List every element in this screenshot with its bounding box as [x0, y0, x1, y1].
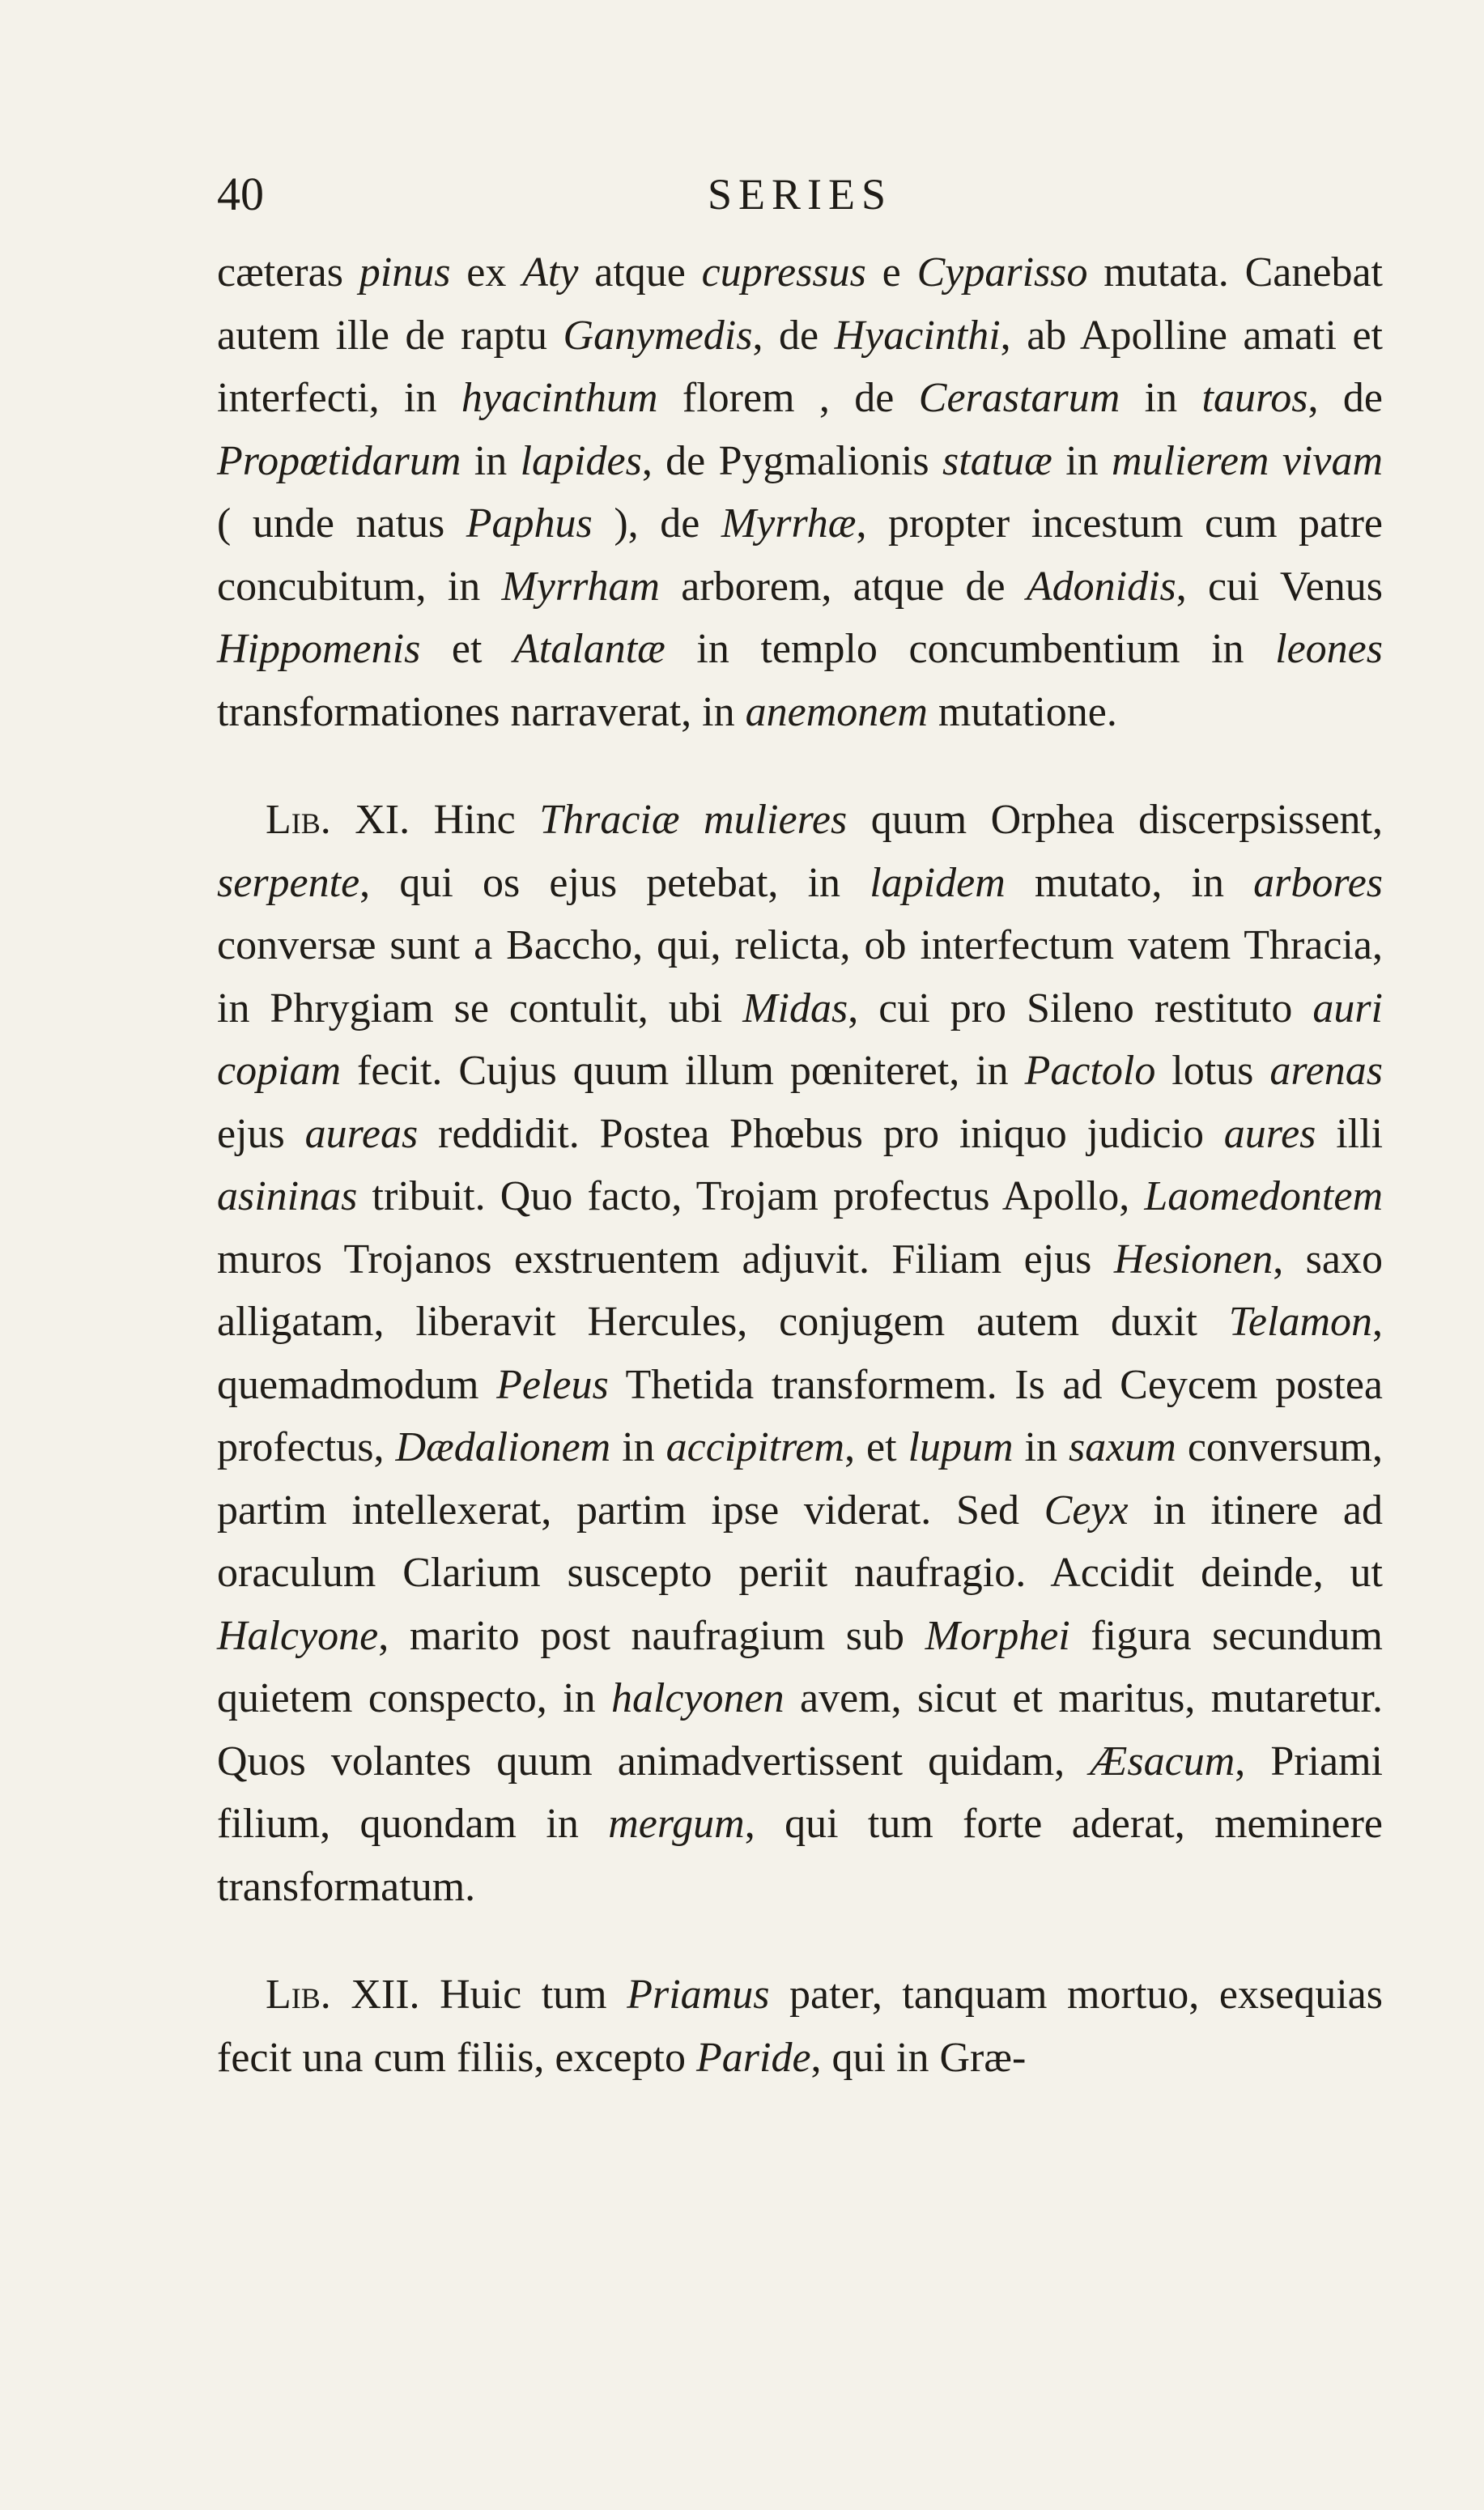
text-run: ( unde natus	[217, 500, 466, 547]
italic-term: statuæ	[942, 437, 1052, 484]
text-run: , marito post naufragium sub	[378, 1612, 925, 1659]
italic-term: Hyacinthi	[834, 312, 1001, 359]
text-run: , de Pygmalionis	[641, 437, 943, 484]
italic-term: aureas	[304, 1110, 419, 1157]
text-run: mutatione.	[927, 688, 1117, 735]
text-run: , cui Venus	[1176, 563, 1383, 610]
text-run: florem , de	[657, 375, 919, 421]
text-run: lotus	[1155, 1048, 1270, 1094]
text-run: tribuit. Quo facto, Trojam profectus Apollo,	[357, 1173, 1145, 1219]
italic-term: Hesionen	[1113, 1236, 1274, 1283]
body-text	[217, 241, 1383, 2089]
text-run: e	[865, 249, 917, 296]
text-run: cæteras	[217, 249, 359, 296]
italic-term: aures	[1223, 1110, 1316, 1157]
italic-term: Telamon	[1228, 1299, 1372, 1345]
text-run: reddidit. Postea Phœbus pro iniquo judicio	[418, 1110, 1224, 1157]
text-run: , qui tum forte aderat, meminere transformatum.	[217, 1801, 1383, 1910]
text-run: ), de	[592, 500, 721, 547]
page-number: 40	[217, 168, 264, 220]
text-run: avem, sicut et maritus, mutaretur. Quos volantes quum animadvertissent quidam,	[217, 1675, 1384, 1785]
italic-term: Paride	[696, 2034, 811, 2081]
italic-term: hyacinthum	[461, 375, 658, 421]
text-run: muros Trojanos exstruentem adjuvit. Filiam ejus	[217, 1236, 1114, 1283]
italic-term: arenas	[1269, 1048, 1383, 1094]
italic-term: Ceyx	[1044, 1487, 1129, 1534]
text-run: , saxo alligatam, liberavit Hercules, conjugem autem duxit	[217, 1236, 1383, 1345]
italic-term: Thraciæ mulieres	[539, 797, 848, 843]
italic-term: Morphei	[925, 1612, 1070, 1659]
text-run: illi	[1316, 1110, 1384, 1157]
page-header	[217, 162, 1383, 227]
italic-term: Propœtidarum	[217, 437, 461, 484]
italic-term: Dædalionem	[395, 1424, 611, 1470]
book-heading: Lib. XII.	[266, 1972, 420, 2018]
italic-term: asininas	[217, 1173, 358, 1219]
text-run: transformationes narraverat, in	[217, 688, 746, 735]
text-run: in	[610, 1424, 666, 1470]
text-run: , quemadmodum	[217, 1299, 1383, 1408]
italic-term: tauros	[1201, 375, 1308, 421]
paragraph-3	[217, 1963, 1383, 2089]
text-run: , de	[1308, 375, 1384, 421]
italic-term: Cyparisso	[916, 249, 1088, 296]
italic-term: saxum	[1068, 1424, 1176, 1470]
text-run: Thetida transformem. Is ad Ceycem postea profectus,	[217, 1361, 1383, 1470]
italic-term: serpente	[217, 859, 360, 906]
italic-term: Laomedontem	[1144, 1173, 1383, 1219]
text-run: , qui in Græ-	[810, 2034, 1027, 2081]
italic-term: leones	[1275, 626, 1383, 672]
italic-term: halcyonen	[610, 1675, 785, 1721]
text-run: , cui pro Sileno restituto	[848, 985, 1313, 1032]
italic-term: Peleus	[496, 1361, 609, 1408]
text-run: , qui os ejus petebat, in	[359, 859, 870, 906]
italic-term: Pactolo	[1024, 1048, 1156, 1094]
italic-term: Cerastarum	[918, 375, 1120, 421]
text-run: , et	[844, 1424, 908, 1470]
italic-term: Ganymedis	[563, 312, 753, 359]
text-run: mutato, in	[1005, 859, 1254, 906]
text-run: Huic tum	[419, 1972, 627, 2018]
book-heading: Lib. XI.	[266, 797, 410, 843]
italic-term: pinus	[359, 249, 451, 296]
text-run: in	[1013, 1424, 1069, 1470]
text-run: , Priami filium, quondam in	[217, 1738, 1383, 1847]
paragraph-2	[217, 789, 1383, 1918]
text-run: in templo concumbentium in	[665, 626, 1276, 672]
italic-term: Aty	[522, 249, 579, 296]
italic-term: auri copiam	[217, 985, 1383, 1094]
text-run: conversum, partim intellexerat, partim ipse viderat. Sed	[217, 1424, 1383, 1534]
text-run: in	[461, 437, 521, 484]
text-run: , propter incestum cum patre concubitum, in	[217, 500, 1383, 610]
italic-term: Æsacum	[1090, 1738, 1235, 1785]
italic-term: Halcyone	[217, 1612, 379, 1659]
italic-term: lapidem	[870, 859, 1006, 906]
text-run: pater, tanquam mortuo, exsequias fecit una cum filiis, excepto	[217, 1972, 1383, 2081]
text-run: fecit. Cujus quum illum pœniteret, in	[341, 1048, 1025, 1094]
italic-term: mulierem vivam	[1112, 437, 1383, 484]
paragraph-1	[217, 241, 1383, 743]
italic-term: Hippomenis	[217, 626, 421, 672]
italic-term: Priamus	[627, 1972, 770, 2018]
text-run: atque	[578, 249, 702, 296]
text-run: conversæ sunt a Baccho, qui, relicta, ob interfectum vatem Thracia, in Phrygiam se contulit, ubi	[217, 922, 1383, 1032]
italic-term: lupum	[908, 1424, 1014, 1470]
italic-term: Midas	[742, 985, 848, 1032]
italic-term: cupressus	[701, 249, 866, 296]
italic-term: Myrrhæ	[721, 500, 857, 547]
text-run: , ab Apolline amati et interfecti, in	[217, 312, 1383, 421]
text-run: figura secundum quietem conspecto, in	[217, 1612, 1383, 1721]
text-run: , de	[752, 312, 835, 359]
text-run: in	[1052, 437, 1112, 484]
text-run: arborem, atque de	[659, 563, 1027, 610]
italic-term: arbores	[1253, 859, 1384, 906]
text-run: ejus	[217, 1110, 305, 1157]
text-run: in	[1120, 375, 1202, 421]
italic-term: Paphus	[466, 500, 593, 547]
italic-term: mergum	[608, 1801, 745, 1847]
text-run: ex	[450, 249, 523, 296]
italic-term: accipitrem	[665, 1424, 845, 1470]
text-run: et	[420, 626, 514, 672]
text-run: Hinc	[410, 797, 540, 843]
italic-term: Adonidis	[1026, 563, 1176, 610]
italic-term: lapides	[520, 437, 642, 484]
text-run: mutata. Canebat autem ille de raptu	[217, 249, 1383, 359]
running-head: SERIES	[707, 170, 893, 219]
text-run: quum Orphea discerpsissent,	[847, 797, 1383, 843]
text-run: in itinere ad oraculum Clarium suscepto periit naufragio. Accidit deinde, ut	[217, 1487, 1383, 1596]
italic-term: Myrrham	[501, 563, 660, 610]
italic-term: anemonem	[745, 688, 928, 735]
italic-term: Atalantæ	[513, 626, 665, 672]
